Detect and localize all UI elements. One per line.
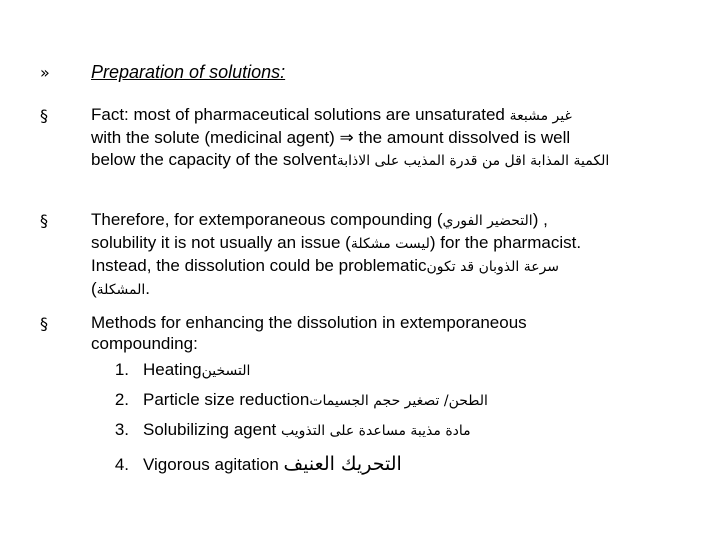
- methods-line-2: compounding:: [91, 334, 198, 353]
- fact-line-1: Fact: most of pharmaceutical solutions are unsaturated غير مشبعة: [91, 105, 572, 124]
- arabic-text: الكمية المذابة اقل من قدرة المذيب على الاذابة: [336, 153, 610, 169]
- implies-arrow-icon: ⇒: [339, 128, 354, 148]
- square-bullet: §: [40, 314, 48, 333]
- therefore-line-1: Therefore, for extemporaneous compounding (التحضير الفوري) ,: [91, 210, 548, 229]
- fact-line-2: with the solute (medicinal agent) ⇒ the amount dissolved is well: [91, 128, 571, 148]
- methods-paragraph: [91, 312, 691, 475]
- square-bullet: §: [40, 211, 48, 230]
- therefore-line-3: Instead, the dissolution could be problematicسرعة الذوبان قد تكون: [91, 256, 560, 275]
- therefore-paragraph: [91, 209, 691, 301]
- list-item: 4. Vigorous agitation التحريك العنيف: [114, 453, 402, 475]
- list-item: 2. Particle size reductionالطحن/ تصغير حجم الجسيمات: [114, 390, 488, 409]
- therefore-line-4: (المشكلة.: [91, 279, 151, 298]
- therefore-line-2: solubility it is not usually an issue (ليست مشكلة) for the pharmacist.: [91, 233, 582, 252]
- arabic-text: غير مشبعة: [509, 108, 572, 124]
- fact-line-3: below the capacity of the solventالكمية المذابة اقل من قدرة المذيب على الاذابة: [91, 150, 610, 169]
- fact-paragraph: [91, 104, 691, 172]
- list-item: 1. Heatingالتسخين: [114, 360, 251, 379]
- title-bullet: »: [40, 63, 50, 82]
- page-title: Preparation of solutions:: [91, 62, 286, 82]
- square-bullet: §: [40, 106, 48, 125]
- methods-line-1: Methods for enhancing the dissolution in extemporaneous: [91, 313, 527, 332]
- list-item: 3. Solubilizing agent مادة مذيبة مساعدة على التذويب: [114, 420, 471, 439]
